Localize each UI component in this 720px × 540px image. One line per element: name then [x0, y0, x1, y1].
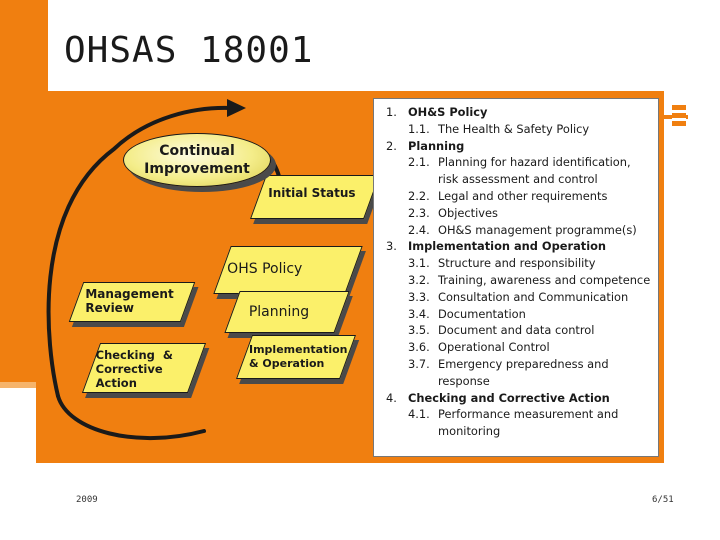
ohs-policy-label: OHS Policy: [227, 261, 303, 277]
continual-improvement-label: Continual Improvement: [144, 143, 250, 177]
clause-item: [374, 171, 658, 188]
clause-item: [374, 306, 658, 323]
implementation-box: [236, 335, 356, 379]
planning-box: [224, 291, 349, 333]
clause-number: 3.5.: [408, 323, 430, 338]
ohs-policy-box: [213, 246, 362, 294]
clause-item: [374, 356, 658, 373]
management-review-label: Management Review: [85, 287, 174, 315]
clause-text: Document and data control: [438, 323, 595, 338]
clause-number: 2.2.: [408, 188, 430, 203]
clause-item: [374, 121, 658, 138]
planning-label: Planning: [248, 304, 310, 320]
clause-number: 1.1.: [408, 121, 430, 136]
clause-number: 3.7.: [408, 356, 430, 371]
clause-text: OH&S management programme(s): [438, 222, 637, 237]
clause-text: Consultation and Communication: [438, 289, 629, 304]
footer-year: 2009: [76, 495, 98, 505]
management-review-box: [69, 282, 196, 322]
clause-number: 3.2.: [408, 272, 430, 287]
clause-item: [374, 289, 658, 306]
clause-heading: [374, 104, 658, 121]
clause-text: Checking and Corrective Action: [408, 390, 610, 405]
clause-number: 4.: [386, 390, 397, 405]
initial-status-box: [250, 175, 380, 219]
clause-number: 3.3.: [408, 289, 430, 304]
clause-text: Structure and responsibility: [438, 256, 596, 271]
clause-number: 2.1.: [408, 155, 430, 170]
continual-improvement-ellipse: [123, 133, 271, 187]
checking-corrective-label: Checking & Corrective Action: [95, 348, 173, 390]
clause-text: Documentation: [438, 306, 526, 321]
clause-item: [374, 373, 658, 390]
clause-text: response: [438, 373, 490, 388]
clause-item: [374, 406, 658, 423]
clause-text: Legal and other requirements: [438, 188, 608, 203]
ohsas-model-figure: [36, 91, 664, 463]
clause-item: [374, 205, 658, 222]
clause-item: [374, 188, 658, 205]
clause-item: [374, 255, 658, 272]
clause-item: [374, 222, 658, 239]
clause-list-panel: [373, 98, 659, 457]
clause-item: [374, 339, 658, 356]
initial-status-label: Initial Status: [268, 186, 356, 200]
clause-number: 2.4.: [408, 222, 430, 237]
clause-number: 3.4.: [408, 306, 430, 321]
implementation-label: Implementation & Operation: [249, 343, 348, 370]
clause-text: Training, awareness and competence: [438, 272, 651, 287]
clause-number: 4.1.: [408, 407, 430, 422]
page-number: 6/51: [652, 495, 674, 505]
clause-text: Planning: [408, 138, 465, 153]
clause-number: 2.: [386, 138, 397, 153]
clause-text: Objectives: [438, 205, 498, 220]
clause-number: 3.6.: [408, 340, 430, 355]
clause-text: Performance measurement and: [438, 407, 619, 422]
clause-heading: [374, 138, 658, 155]
clause-text: The Health & Safety Policy: [438, 121, 590, 136]
title-rule-end-mark: [672, 105, 686, 129]
clause-heading: [374, 390, 658, 407]
clause-item: [374, 322, 658, 339]
clause-text: monitoring: [438, 424, 501, 439]
clause-number: 2.3.: [408, 205, 430, 220]
slide-title: OHSAS 18001: [64, 30, 314, 71]
clause-text: Emergency preparedness and: [438, 356, 609, 371]
clause-number: 1.: [386, 105, 397, 119]
clause-text: OH&S Policy: [408, 105, 488, 119]
clause-text: Implementation and Operation: [408, 239, 607, 254]
clause-text: risk assessment and control: [438, 172, 598, 187]
clause-number: 3.1.: [408, 256, 430, 271]
clause-item: [374, 423, 658, 440]
clause-item: [374, 272, 658, 289]
clause-text: Operational Control: [438, 340, 550, 355]
clause-heading: [374, 238, 658, 255]
clause-item: [374, 154, 658, 171]
clause-text: Planning for hazard identification,: [438, 155, 631, 170]
checking-corrective-box: [82, 343, 206, 393]
clause-list: [374, 99, 658, 440]
clause-number: 3.: [386, 239, 397, 254]
